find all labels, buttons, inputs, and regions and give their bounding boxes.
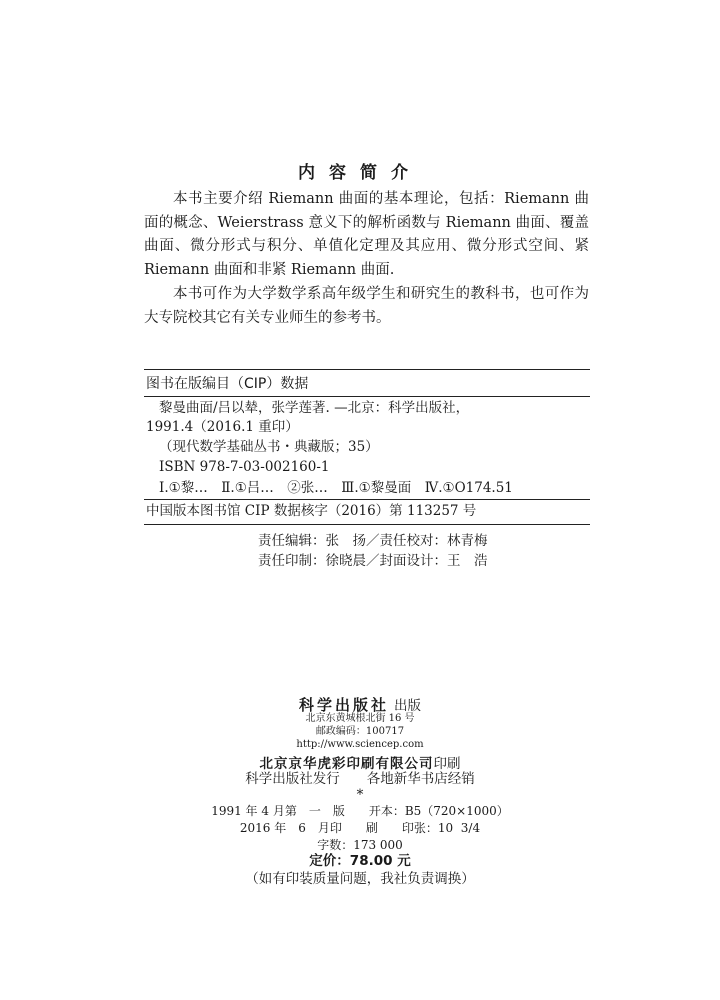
divider-top [144, 369, 590, 370]
divider-bottom [144, 524, 590, 525]
credits-line-1: 责任编辑：张 扬／责任校对：林青梅 [258, 533, 488, 549]
price-label: 定价： [309, 853, 350, 869]
edition-line-1: 1991 年 4 月第 一 版 开本：B5（720×1000） [211, 804, 509, 818]
separator-star: * [356, 787, 364, 803]
publisher-suffix: 出版 [394, 698, 422, 714]
edition-line-2: 2016 年 6 月印 刷 印张：10 3/4 [239, 821, 481, 835]
intro-title: 内容简介 [298, 163, 422, 183]
publisher-postcode: 邮政编码：100717 [315, 726, 405, 737]
cip-line-3: （现代数学基础丛书・典藏版；35） [159, 439, 379, 455]
word-count: 字数：173 000 [317, 838, 403, 852]
intro-paragraph-1: 本书主要介绍 Riemann 曲面的基本理论，包括：Riemann 曲面的概念、Weierstrass 意义下的解析函数与 Riemann 曲面、覆盖曲面、微分形式与积分、单值化定理及其应用、微分形式空间、紧 Riemann 曲面和非紧 Riemann 曲面. [144, 191, 589, 278]
printer-name: 北京京华虎彩印刷有限公司 [259, 756, 434, 772]
price-line [0, 852, 720, 870]
publisher-address: 北京东黄城根北街 16 号 [305, 713, 415, 724]
quality-notice: （如有印装质量问题，我社负责调换） [245, 871, 475, 887]
cip-line-1: 黎曼曲面/吕以辇，张学莲著. —北京：科学出版社， [159, 400, 470, 416]
printer-suffix: 印刷 [433, 756, 461, 772]
publisher-website: http://www.sciencep.com [296, 739, 424, 750]
price-value: 78.00 元 [349, 853, 411, 869]
distribution-line: 科学出版社发行 各地新华书店经销 [245, 771, 475, 787]
credits-line-2: 责任印制：徐晓晨／封面设计：王 浩 [258, 553, 488, 569]
cip-line-4: ISBN 978-7-03-002160-1 [159, 459, 330, 475]
cip-heading: 图书在版编目（CIP）数据 [146, 376, 309, 392]
intro-paragraph-2: 本书可作为大学数学系高年级学生和研究生的教科书，也可作为大专院校其它有关专业师生的参考书。 [144, 286, 589, 326]
divider-cip-heading [144, 396, 590, 397]
divider-cip-classification [144, 499, 590, 500]
publisher-name: 科学出版社 [298, 696, 389, 714]
cip-line-5: Ⅰ.①黎… Ⅱ.①吕… ②张… Ⅲ.①黎曼面 Ⅳ.①O174.51 [159, 480, 513, 496]
cip-line-6: 中国版本图书馆 CIP 数据核字（2016）第 113257 号 [146, 503, 477, 519]
cip-line-2: 1991.4（2016.1 重印） [146, 419, 299, 435]
